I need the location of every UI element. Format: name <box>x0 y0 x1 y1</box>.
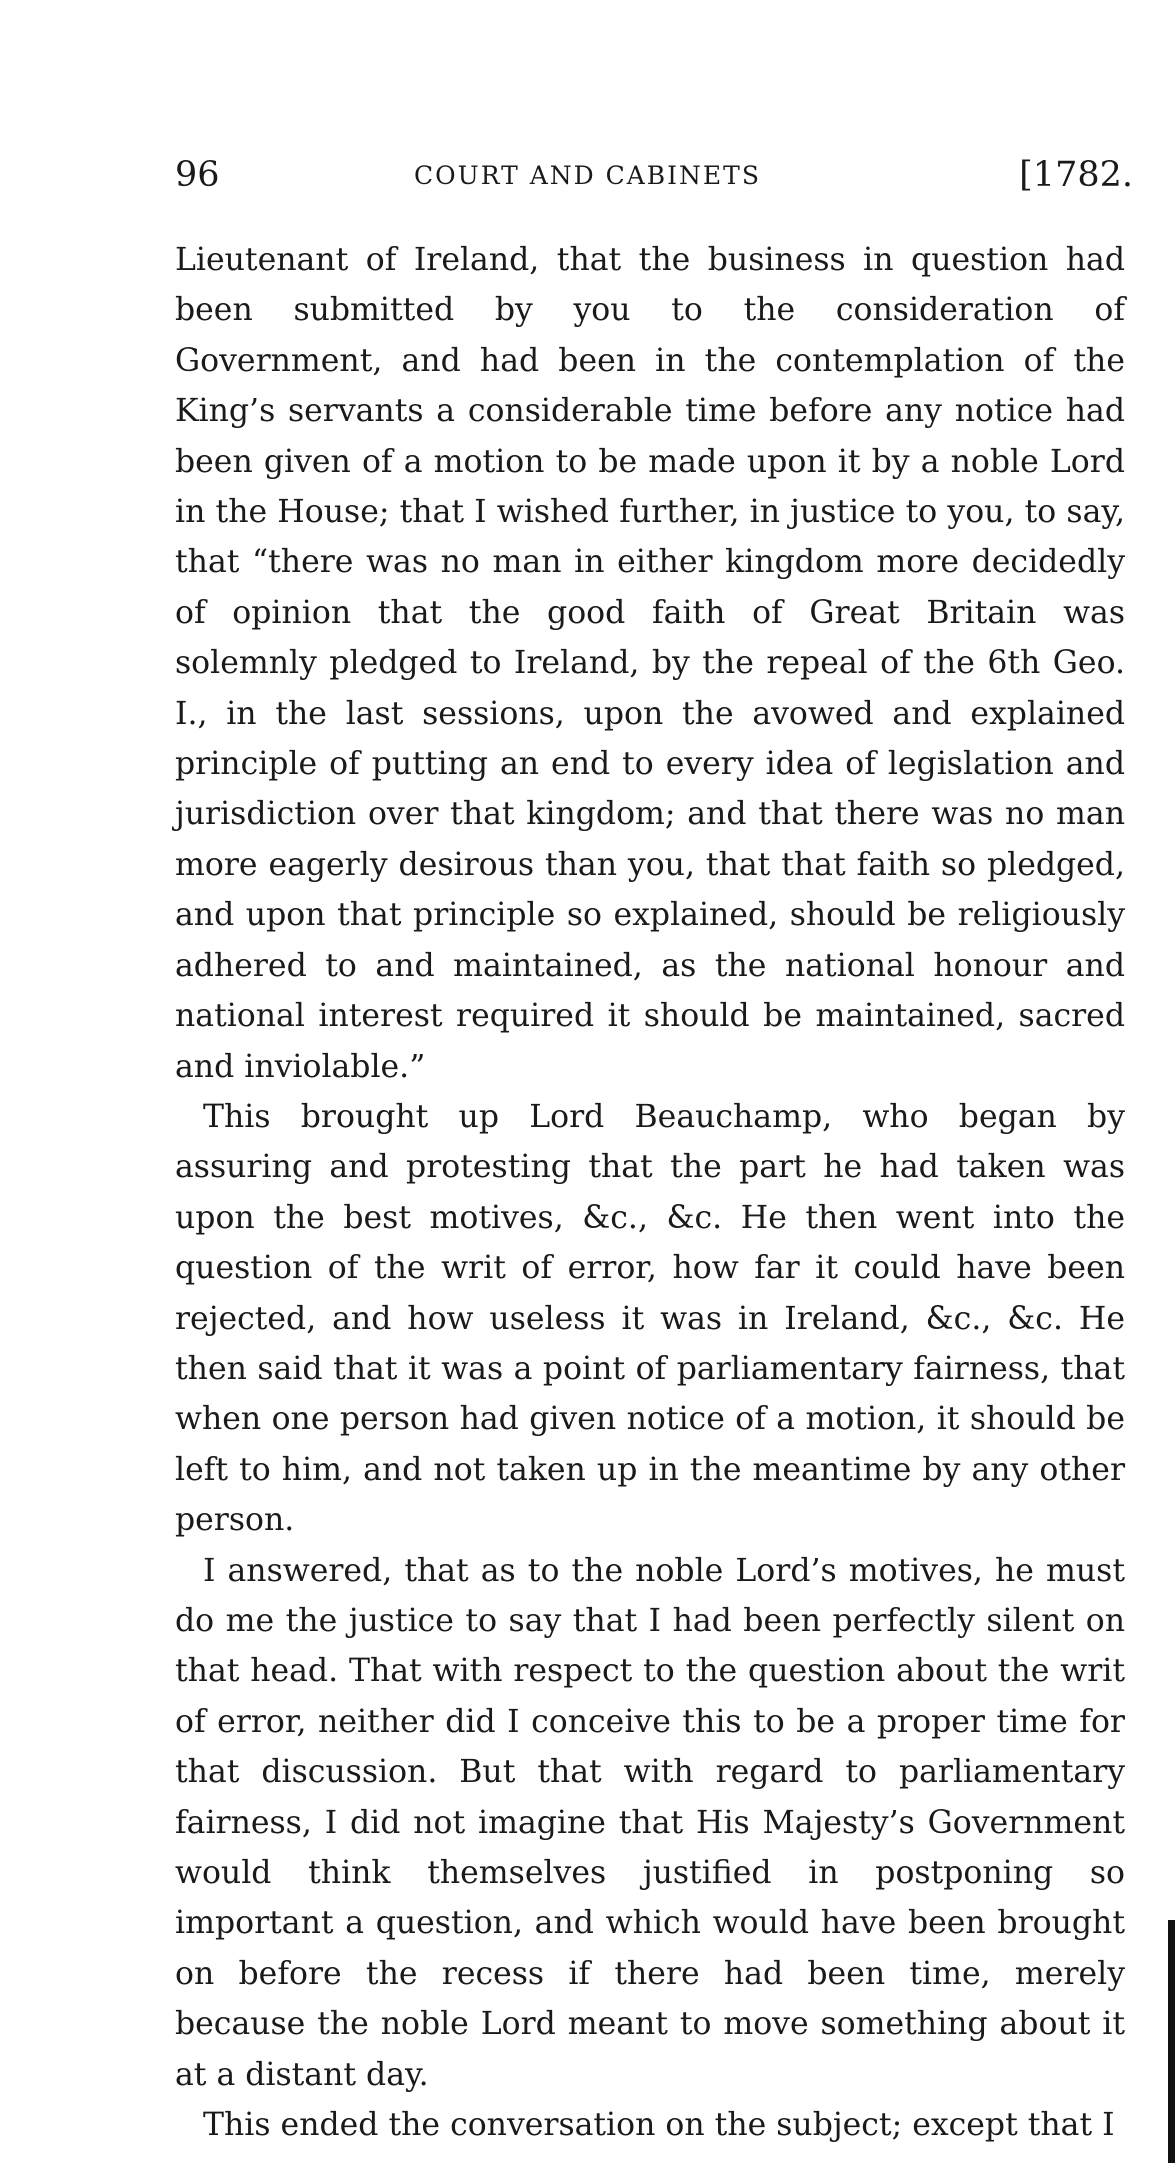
body-text <box>175 235 1125 2150</box>
header-year: [1782. <box>1019 155 1133 195</box>
paragraph: I answered, that as to the noble Lord’s motives, he must do me the justice to say that I had been perfectly silent on that head. That with respect to the question about the writ of error, neither did I conceive this to be a proper time for that discussion. But that with regard to parliamentary fairness, I did not imagine that His Majesty’s Government would think themselves justified in postponing so important a question, and which would have been brought on before the recess if there had been time, merely because the noble Lord meant to move something about it at a distant day. <box>175 1552 1125 2093</box>
paragraph: This brought up Lord Beauchamp, who began by assuring and protesting that the part he had taken was upon the best motives, &c., &c. He then went into the question of the writ of error, how far it could have been rejected, and how useless it was in Ireland, &c., &c. He then said that it was a point of parliamentary fairness, that when one person had given notice of a motion, it should be left to him, and not taken up in the meantime by any other person. <box>175 1098 1125 1539</box>
page-number: 96 <box>175 155 220 195</box>
running-title: COURT AND CABINETS <box>414 161 761 190</box>
paragraph: This ended the conversation on the subject; except that I <box>203 2107 1115 2144</box>
page-header <box>0 155 1175 201</box>
paragraph: Lieutenant of Ireland, that the business in question had been submitted by you to the consideration of Government, and had been in the contemplation of the King’s servants a considerable time before any notice had been given of a motion to be made upon it by a noble Lord in the House; that I wished further, in justice to you, to say, that “there was no man in either kingdom more decidedly of opinion that the good faith of Great Britain was solemnly pledged to Ireland, by the repeal of the 6th Geo. I., in the last sessions, upon the avowed and explained principle of putting an end to every idea of legislation and jurisdiction over that kingdom; and that there was no man more eagerly desirous than you, that that faith so pledged, and upon that principle so explained, should be religiously adhered to and maintained, as the national honour and national interest required it should be maintained, sacred and inviolable.” <box>175 242 1125 1085</box>
scan-edge-mark <box>1168 1920 1175 2163</box>
